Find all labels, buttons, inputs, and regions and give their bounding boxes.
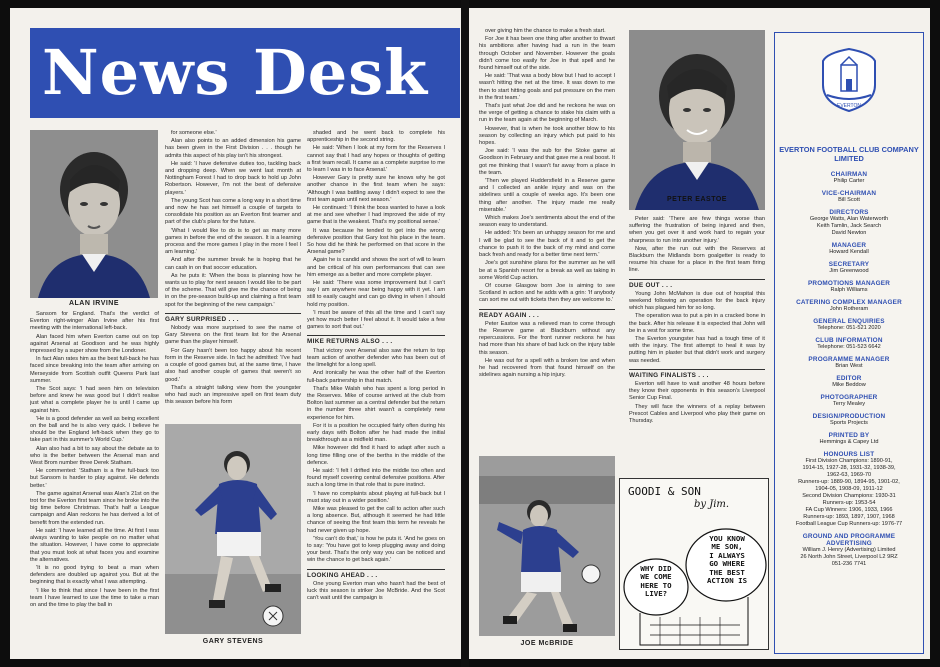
paragraph: It was because he tended to get into the wrong defensive position that Gary lost his place in the team. So how did he think he performed on that score in the Arsenal game? <box>307 227 445 256</box>
official-entry <box>779 337 919 351</box>
page-fold <box>461 0 469 667</box>
officials-list <box>779 171 919 573</box>
official-value: Terry Mealey <box>832 401 866 407</box>
paragraph: That's just what Joe did and he reckons he was on the verge of getting a chance to stake his claim with a run in the team again at the beginning of March. <box>479 103 615 124</box>
caption-peter-eastoe: PETER EASTOE <box>667 196 727 203</box>
banner-title: News Desk <box>42 36 429 109</box>
paragraph: Everton will have to wait another 48 hours before they know their opponents in this season's Liverpool Senior Cup Final. <box>629 381 765 402</box>
official-value: William J. Henry (Advertising) Limited 26 North John Street, Liverpool L2 9RZ 051-236 7741 <box>800 547 898 567</box>
paragraph: Peter Eastoe was a relieved man to come through the Reserve game at Blackburn without any repercussions. For the front runner reckons he has had more than his share of bad luck on the injury table this season. <box>479 320 615 356</box>
official-entry <box>779 299 919 313</box>
club-name: EVERTON FOOTBALL CLUB COMPANY LIMITED <box>779 145 919 163</box>
paragraph: Now, after the run out with the Reserves at Blackburn the Midlands born goalgetter is ready to resume his chase for a place in the first team firing line. <box>629 245 765 274</box>
official-entry <box>779 375 919 389</box>
official-entry <box>779 413 919 427</box>
paragraph: He added: 'It's been an unhappy season for me and I will be glad to see the back of it and to get the chance to push it to the back of my mind and come back fresh and ready for a better time next term.' <box>479 230 615 259</box>
paragraph: Joe's got sunshine plans for the summer as he will be at a Spanish resort for a break as well as taking in some World Cup action. <box>479 260 615 281</box>
paragraph: The young Scot has come a long way in a short time and now he has set himself a couple of targets to consolidate his position as an Everton first teamer and part of the club's plans for the future. <box>165 197 301 226</box>
official-entry <box>779 533 919 568</box>
official-title: PROGRAMME MANAGER <box>808 356 890 363</box>
paragraph: Mike however did find it hard to adapt after such a long time filling one of the berths in the middle of the defence. <box>307 445 445 466</box>
paragraph: The game against Arsenal was Alan's 21st on the trot for the Everton first team since he broke into the big time before Christmas. That's half a League campaign and Alan reckons he has derived a lot of benefit from the extended run. <box>30 490 159 526</box>
paragraph: 'He is a good defender as well as being excellent on the ball and he is also very quick. I believe he should be the England left-back when they go to take part in this summer's World Cup.' <box>30 415 159 444</box>
paragraph: For Gary hasn't been too happy about his recent form in the Reserve side. In fact he admitted: 'I've had a couple of good games but, at the same time, I have also had another couple of games that weren't so good.' <box>165 347 301 383</box>
official-entry <box>779 318 919 332</box>
subheading-looking-ahead: LOOKING AHEAD . . . <box>307 569 445 579</box>
paragraph: Alan faced him when Everton came out on top against Arsenal at Goodison and he was highly impressed by a super show from the Londoner. <box>30 333 159 355</box>
paragraph: 'I must be aware of this all the time and I can't say yet how much better I feel about it. It would take a few games to sort that out.' <box>307 309 445 331</box>
paragraph: He was out for a spell with a broken toe and when he had recovered from that found himself on the sidelines again nursing a hip injury. <box>479 357 615 379</box>
article-column-4 <box>479 28 615 448</box>
official-value: Telephone: 051-523 6642 <box>817 344 881 350</box>
gary-stevens-photo <box>165 424 301 634</box>
official-title: MANAGER <box>831 242 867 249</box>
official-entry <box>779 190 919 204</box>
official-entry <box>779 394 919 408</box>
official-value: Howard Kendall <box>829 249 869 255</box>
official-title: SECRETARY <box>828 261 870 268</box>
official-entry <box>779 451 919 528</box>
official-value: Brian West <box>835 363 863 369</box>
official-title: DESIGN/PRODUCTION <box>812 413 886 420</box>
paragraph: And after the summer break he is hoping that he can cash in on that soccer education. <box>165 257 301 271</box>
article-column-2 <box>165 130 301 420</box>
paragraph: over giving him the chance to make a fresh start. <box>485 28 606 34</box>
paragraph: Joe said: 'I was the sub for the Stoke game at Goodison in February and that gave me a real boost. It got me thinking that I wasn't far away from a place in the team. <box>479 148 615 176</box>
paragraph: He said: 'There was some improvement but I can't say I am anywhere near being happy with it yet. I am still to easily caught and can go diving in when I should hold my position. <box>307 280 445 308</box>
official-title: GENERAL ENQUIRIES <box>813 318 885 325</box>
cartoon-title: GOODI & SON <box>628 485 701 498</box>
caption-joe-mcbride: JOE McBRIDE <box>520 640 574 647</box>
subheading-gary-surprised: GARY SURPRISED . . . <box>165 313 301 323</box>
cartoon-right-bubble: YOU KNOW ME SON, I ALWAYS GO WHERE THE BEST ACTION IS <box>706 534 748 586</box>
subheading-waiting-finalists: WAITING FINALISTS . . . <box>629 369 765 379</box>
paragraph: 'I have no complaints about playing at full-back but I must stay out in a wider position.' <box>307 490 445 504</box>
official-value: Mike Beddow <box>832 382 866 388</box>
paragraph: The Scot says: 'I had seen him on television before and knew he was good but I didn't realise just what a complete player he is until I came up against him. <box>30 386 159 414</box>
official-value: Bill Scott <box>838 197 860 203</box>
paragraph: As he puts it: 'When the boss is planning how he wants us to play for next season I would like to be part of the scheme. That will give me the chance of being in on the pre-season build-up and claiming a first team spot for the beginning of the new campaign.' <box>165 272 301 308</box>
subheading-due-out: DUE OUT . . . <box>629 279 765 289</box>
official-entry <box>779 356 919 370</box>
official-value: Hemmings & Capey Ltd <box>819 439 879 445</box>
paragraph: One young Everton man who hasn't had the best of luck this season is striker Joe McBride. And the Scot can't wait until the campaign is <box>307 580 445 602</box>
official-title: GROUND AND PROGRAMME ADVERTISING <box>802 533 896 547</box>
alan-irvine-photo <box>30 130 158 298</box>
crest-text: EVERTON <box>837 103 861 109</box>
official-title: EDITOR <box>836 375 862 382</box>
official-title: CLUB INFORMATION <box>815 337 883 344</box>
official-value: Philip Carter <box>833 178 865 184</box>
paragraph: 'I like to think that since I have been in the first team I have learned to use the time to take a man on and the time to play the ball in <box>30 587 159 608</box>
official-value: Jim Greenwood <box>829 268 869 274</box>
paragraph: Which makes Joe's sentiments about the end of the season easy to understand. <box>479 215 615 229</box>
paragraph: However Gary is pretty sure he knows why he got another chance in the first team when he says: 'Although I was battling away I didn't expect to see the first team again until next season.' <box>307 175 445 203</box>
paragraph: He said: 'When I look at my form for the Reserves I cannot say that I had any hopes or thoughts of getting a first team recall. It came as a complete surprise to me to learn I was in to face Arsenal.' <box>307 145 445 174</box>
official-value: First Division Champions: 1890-91, 1914-15, 1927-28, 1931-32, 1938-39, 1962-63, 1969-70 Runners-up: 1889-90, 1894-95, 1901-02, 1904-05, 1908-09, 1911-12 Second Division Champions: 1930-31 Runners-up: 1953-54 FA Cup Winners: 1906, 1933, 1966 Runners-up: 1893, 1897, 1907, 1968 Football League Cup Runners-up: 1976-77 <box>795 458 903 527</box>
paragraph: Sansom for England. That's the verdict of Everton right-winger Alan Irvine after his first meeting with the international left-back. <box>30 311 159 332</box>
official-title: HONOURS LIST <box>823 451 875 458</box>
paragraph: In fact Alan rates him as the best full-back he has faced since breaking into the team after arriving on Merseyside from Scottish outfit Queens Park last summer. <box>30 356 159 384</box>
joe-mcbride-photo <box>479 456 615 636</box>
official-entry <box>779 261 919 275</box>
paragraph: For Joe it has been one thing after another to thwart his ambitions after having had a run in the team through October and November. However the goals didn't come too easily for Joe in that spell and he found himself out of the side. <box>479 36 615 72</box>
paragraph: 'What I would like to do is to get as many more games in before the end of the season. It is a learning process and the more games I play in the more I feel I am learning.' <box>165 227 301 256</box>
official-value: Sports Projects <box>830 420 868 426</box>
paragraph: Peter said: 'There are few things worse than suffering the frustration of being injured and then, when you get over it and work hard to regain your sharpness to run into another injury.' <box>629 216 765 244</box>
paragraph: shaded and he went back to complete his apprenticeship in the second string. <box>307 130 445 144</box>
paragraph: He said: 'I have learned all the time. At first I was always wanting to take people on no matter what the situation. However, I have come to appreciate that you must look at what faces you and examine the alternatives. <box>30 527 159 563</box>
paragraph: Mike was pleased to get the call to action after such a long absence. But, although it seemed he had little chance of seeing the first team this term he reveals he had never given up hope. <box>307 505 445 534</box>
paragraph: Again he is candid and shows the sort of will to learn and be critical of his own performances that can see him emerge as a better and more complete player. <box>307 257 445 278</box>
official-title: PRINTED BY <box>828 432 870 439</box>
paragraph: He continued: 'I think the boss wanted to have a look at me and see whether I had improved the side of my game that is the weakest. That's my positional sense.' <box>307 205 445 226</box>
paragraph: for someone else.' <box>171 130 217 136</box>
right-page <box>469 8 930 659</box>
official-title: CHAIRMAN <box>830 171 868 178</box>
paragraph: He said: 'I have defensive duties too, tackling back and dropping deep. When we went last month at Nottingham Forest I had to drop back to hold up John Robertson. However, I'm not the best of defensive players.' <box>165 160 301 196</box>
peter-eastoe-photo <box>629 30 765 210</box>
subheading-mike-returns: MIKE RETURNS ALSO . . . <box>307 335 445 345</box>
left-page <box>10 8 461 659</box>
paragraph: That's Mike Walsh who has spent a long period in the Reserves. Mike of course arrived at the club from Bolton last summer as a central defender but the return in the number three shirt wasn't a completely new experience for him. <box>307 385 445 421</box>
official-value: John Rotheram <box>829 306 869 312</box>
paragraph: Alan also points to an added dimension his game has been given in the First Division . . . though he admits this aspect of his play isn't his strongest. <box>165 138 301 159</box>
news-desk-banner <box>30 28 460 118</box>
subheading-ready-again: READY AGAIN . . . <box>479 309 615 319</box>
paragraph: 'You can't do that,' is how he puts it. 'And he goes on to say: 'You have got to keep plugging away and doing your best. That's the only way you can be noticed and win the chance to get back again.' <box>307 535 445 564</box>
article-column-5 <box>629 216 765 472</box>
paragraph: Nobody was more surprised to see the name of Gary Stevens on the first team list for the Arsenal game than the player himself. <box>165 325 301 346</box>
official-title: PHOTOGRAPHER <box>820 394 878 401</box>
paragraph: The operation was to put a pin in a cracked bone in the back. After his release it is expected that John will be in a vest for some time. <box>629 313 765 334</box>
official-title: PROMOTIONS MANAGER <box>807 280 891 287</box>
paragraph: They will face the winners of a replay between Prescot Cables and Liverpool who play their game on Thursday. <box>629 403 765 425</box>
paragraph: Alan also had a bit to say about the debate as to who is the better between the Arsenal man and West Brom number three Derek Statham. <box>30 445 159 467</box>
goodi-and-son-cartoon <box>619 478 769 650</box>
official-entry <box>779 280 919 294</box>
official-entry <box>779 242 919 256</box>
paragraph: However, that is when he took another blow to his season by collecting an injury which put paid to his hopes. <box>479 125 615 147</box>
paragraph: For it is a position he occupied fairly often during his early days with Bolton after he had made the initial breakthrough as a midfield man. <box>307 422 445 444</box>
paragraph: The Everton youngster has had a tough time of it with the injury. The first attempt to heal it was by putting him in plaster but that didn't work and surgery was needed. <box>629 336 765 364</box>
official-value: Ralph Williams <box>830 287 868 293</box>
official-title: VICE-CHAIRMAN <box>821 190 877 197</box>
paragraph: He commented: 'Statham is a fine full-back too but Sansom is harder to play against. He defends better.' <box>30 468 159 489</box>
club-info-sidebar <box>774 32 924 654</box>
article-column-3 <box>307 130 445 653</box>
official-title: DIRECTORS <box>829 209 869 216</box>
official-entry <box>779 432 919 446</box>
caption-alan-irvine: ALAN IRVINE <box>68 300 120 307</box>
article-column-1 <box>30 311 159 653</box>
official-title: CATERING COMPLEX MANAGER <box>796 299 902 306</box>
paragraph: Of course Glasgow born Joe is aiming to see Scotland in action and he adds with a grin: 'If anybody can sort me out with tickets then they are welcome to.' <box>479 282 615 304</box>
cartoon-left-bubble: WHY DID WE COME HERE TO LIVE? <box>640 564 672 599</box>
official-entry <box>779 209 919 237</box>
paragraph: And ironically he was the other half of the Everton full-back partnership in that match. <box>307 370 445 384</box>
official-value: George Watts, Alan Waterworth Keith Tamlin, Jack Search David Newton <box>809 216 889 236</box>
caption-gary-stevens: GARY STEVENS <box>202 638 264 645</box>
official-value: Telephone: 051-521 2020 <box>817 325 881 331</box>
paragraph: 'Then we played Huddersfield in a Reserve game and I collected an ankle injury and was on the sidelines until a couple of weeks ago. It's been one thing after another. The injury made me really miserable.' <box>479 178 615 213</box>
official-entry <box>779 171 919 185</box>
paragraph: 'It is no good trying to beat a man when defenders are doubled up against you. But at the beginning that is exactly what I was attempting. <box>30 564 159 586</box>
paragraph: He said: 'I felt I drifted into the middle too often and found myself covering central defensive positions. After such a long time in that role that is pure instinct. <box>307 467 445 489</box>
paragraph: That's a straight talking view from the youngster who had such an impressive spell on first team duty this season before his form <box>165 384 301 406</box>
cartoon-signature: by Jim. <box>694 499 730 510</box>
everton-crest-icon <box>819 47 879 113</box>
paragraph: Young John McMahon is due out of hospital this weekend following an operation for the back injury which has plagued him for so long. <box>629 290 765 312</box>
paragraph: He said: 'That was a body blow but I had to accept I wasn't hitting the net at the time. It was down to me then to start hitting goals and put pressure on the men in the first team.' <box>479 73 615 101</box>
paragraph: That victory over Arsenal also saw the return to top team action of another defender who has been out of the limelight for a long spell. <box>307 347 445 369</box>
